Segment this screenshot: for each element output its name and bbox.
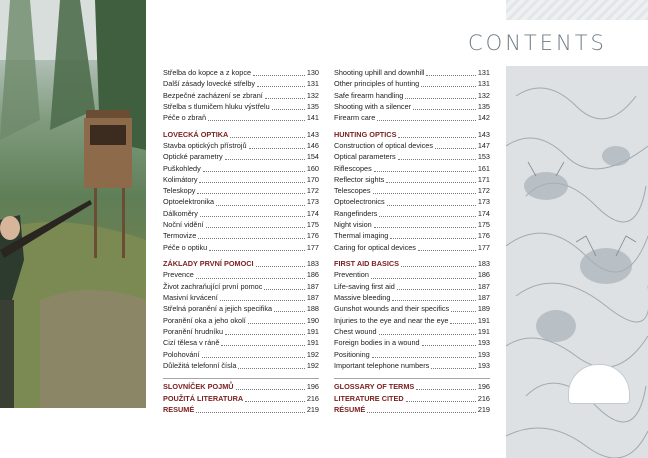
toc-entry[interactable] [334,242,490,253]
hunting-photo [0,0,146,408]
entry-title: Polohování [163,349,200,359]
entry-title: Masivní krvácení [163,293,218,303]
entry-page: 172 [477,186,490,196]
entry-title: Foreign bodies in a wound [334,338,420,348]
page-title: CONTENTS [468,31,607,55]
entry-page: 188 [306,304,319,314]
toc-chapter[interactable] [163,381,319,392]
toc-entry[interactable] [334,337,490,348]
toc-entry[interactable] [163,326,319,337]
entry-title: Poranění hrudníku [163,326,224,336]
entry-title: Bezpečné zacházení se zbraní [163,90,263,100]
entry-title: Cizí tělesa v ráně [163,338,220,348]
toc-entry[interactable] [163,349,319,360]
entry-title: Střelba s tlumičem hluku výstřelu [163,101,270,111]
entry-page: 170 [306,174,319,184]
chapter-title: SLOVNÍČEK POJMŮ [163,382,234,392]
entry-page: 186 [306,270,319,280]
entry-page: 175 [477,220,490,230]
entry-page: 177 [306,242,319,252]
entry-page: 191 [477,326,490,336]
entry-title: Noční vidění [163,220,204,230]
entry-page: 191 [477,315,490,325]
chapter-title: RÉSUMÉ [334,404,366,414]
entry-title: Péče o optiku [163,242,208,252]
en-group-2 [334,129,490,253]
toc-entry[interactable] [163,230,319,241]
toc-entry[interactable] [334,230,490,241]
entry-page: 187 [306,293,319,303]
toc-entry[interactable] [334,303,490,314]
entry-page: 216 [306,393,319,403]
ornament-strip [506,0,648,20]
en-group-4 [334,378,490,415]
toc-entry[interactable] [163,292,319,303]
entry-title: Telescopes [334,186,371,196]
entry-title: Dálkoměry [163,208,198,218]
toc-chapter[interactable] [334,393,490,404]
entry-title: Life-saving first aid [334,281,395,291]
en-group-1 [334,67,490,123]
entry-page: 192 [306,349,319,359]
entry-title: Důležitá telefonní čísla [163,360,237,370]
entry-title: Péče o zbraň [163,113,206,123]
entry-page: 175 [306,220,319,230]
entry-title: Prevence [163,270,194,280]
toc-chapter[interactable] [334,404,490,415]
toc-entry[interactable] [163,360,319,371]
entry-page: 186 [477,270,490,280]
entry-title: Important telephone numbers [334,360,430,370]
entry-page: 131 [477,68,490,77]
toc-entry[interactable] [163,112,319,123]
toc-entry[interactable] [334,292,490,303]
toc-entry[interactable] [163,269,319,280]
toc-entry[interactable] [334,269,490,280]
entry-page: 132 [306,90,319,100]
toc-entry[interactable] [334,101,490,112]
toc-czech [163,67,319,415]
entry-page: 143 [477,129,490,139]
toc-chapter[interactable] [334,258,490,269]
toc-entry[interactable] [334,140,490,151]
entry-title: Chest wound [334,326,377,336]
entry-page: 196 [477,382,490,392]
cz-group-1 [163,67,319,123]
toc-chapter[interactable] [334,129,490,140]
entry-page: 160 [306,163,319,173]
entry-title: Život zachraňující první pomoc [163,281,263,291]
entry-page: 191 [306,326,319,336]
entry-title: Riflescopes [334,163,372,173]
en-group-3 [334,258,490,371]
photo-illustration [0,0,146,408]
entry-page: 131 [306,79,319,89]
toc-entry[interactable] [334,349,490,360]
entry-page: 173 [477,197,490,207]
entry-title: Night vision [334,220,372,230]
entry-title: Další zásady lovecké střelby [163,79,256,89]
toc-entry[interactable] [163,78,319,89]
entry-page: 143 [306,129,319,139]
entry-title: Prevention [334,270,369,280]
toc-entry[interactable] [163,208,319,219]
entry-page: 193 [477,360,490,370]
entry-page: 173 [306,197,319,207]
toc-entry[interactable] [334,174,490,185]
toc-entry[interactable] [334,90,490,101]
entry-page: 193 [477,338,490,348]
entry-title: Other principles of hunting [334,79,420,89]
toc-entry[interactable] [334,281,490,292]
entry-page: 142 [477,113,490,123]
entry-title: Massive bleeding [334,293,391,303]
entry-page: 172 [306,186,319,196]
chapter-title: GLOSSARY OF TERMS [334,382,415,392]
toc-entry[interactable] [163,315,319,326]
entry-page: 141 [306,113,319,123]
entry-page: 147 [477,140,490,150]
entry-page: 174 [306,208,319,218]
entry-title: Thermal imaging [334,231,389,241]
toc-entry[interactable] [163,90,319,101]
entry-title: Shooting uphill and downhill [334,68,425,77]
entry-title: Injuries to the eye and near the eye [334,315,449,325]
entry-title: Střelba do kopce a z kopce [163,68,252,77]
entry-title: Optical parameters [334,152,396,162]
entry-page: 219 [306,404,319,414]
cz-group-4 [163,378,319,415]
toc-entry[interactable] [163,281,319,292]
toc-entry[interactable] [334,326,490,337]
toc-chapter[interactable] [163,129,319,140]
entry-page: 190 [306,315,319,325]
entry-page: 153 [477,152,490,162]
entry-page: 146 [306,140,319,150]
entry-page: 154 [306,152,319,162]
entry-page: 174 [477,208,490,218]
toc-entry[interactable] [334,219,490,230]
entry-title: Optoelektronika [163,197,215,207]
toc-entry[interactable] [334,208,490,219]
entry-page: 161 [477,163,490,173]
entry-page: 191 [306,338,319,348]
toc-entry[interactable] [163,67,319,78]
entry-title: Stavba optických přístrojů [163,140,247,150]
entry-page: 219 [477,404,490,414]
entry-title: Construction of optical devices [334,140,433,150]
entry-title: Optoelectronics [334,197,385,207]
entry-page: 171 [477,174,490,184]
entry-title: Caring for optical devices [334,242,416,252]
entry-page: 183 [306,259,319,269]
toc-chapter[interactable] [334,381,490,392]
entry-title: Firearm care [334,113,376,123]
toc-entry[interactable] [334,151,490,162]
entry-page: 196 [306,382,319,392]
toc-entry[interactable] [163,337,319,348]
entry-page: 187 [306,281,319,291]
chapter-title: LOVECKÁ OPTIKA [163,129,229,139]
entry-title: Optické parametry [163,152,223,162]
cz-group-3 [163,258,319,371]
entry-title: Puškohledy [163,163,201,173]
entry-page: 135 [477,101,490,111]
chapter-title: HUNTING OPTICS [334,129,397,139]
chapter-title: ZÁKLADY PRVNÍ POMOCI [163,259,254,269]
entry-title: Poranění oka a jeho okolí [163,315,246,325]
entry-title: Shooting with a silencer [334,101,412,111]
toc-entry[interactable] [163,140,319,151]
chapter-title: RESUMÉ [163,404,195,414]
toc-entry[interactable] [334,315,490,326]
entry-title: Rangefinders [334,208,378,218]
toc-entry[interactable] [334,112,490,123]
toc-entry[interactable] [163,196,319,207]
entry-page: 131 [477,79,490,89]
entry-page: 187 [477,281,490,291]
chapter-title: POUŽITÁ LITERATURA [163,393,244,403]
toc-entry[interactable] [163,163,319,174]
entry-title: Termovize [163,231,197,241]
entry-title: Safe firearm handling [334,90,404,100]
toc-chapter[interactable] [163,404,319,415]
entry-page: 189 [477,304,490,314]
toc-entry[interactable] [334,78,490,89]
toc-entry[interactable] [334,196,490,207]
toc-entry[interactable] [163,174,319,185]
entry-page: 177 [477,242,490,252]
entry-page: 187 [477,293,490,303]
chapter-title: FIRST AID BASICS [334,259,399,269]
toc-chapter[interactable] [163,258,319,269]
entry-page: 183 [477,259,490,269]
entry-title: Positioning [334,349,370,359]
entry-page: 135 [306,101,319,111]
entry-title: Střelná poranění a jejich specifika [163,304,273,314]
cz-group-2 [163,129,319,253]
entry-page: 216 [477,393,490,403]
toc-english [334,67,490,415]
entry-title: Teleskopy [163,186,196,196]
toc-entry[interactable] [334,360,490,371]
toc-entry[interactable] [163,303,319,314]
entry-title: Reflector sights [334,174,385,184]
entry-page: 130 [306,68,319,77]
toc-entry[interactable] [334,163,490,174]
entry-title: Gunshot wounds and their specifics [334,304,450,314]
chapter-title: LITERATURE CITED [334,393,404,403]
entry-page: 193 [477,349,490,359]
entry-page: 132 [477,90,490,100]
toc-entry[interactable] [163,151,319,162]
toc-entry[interactable] [163,242,319,253]
entry-page: 176 [306,231,319,241]
toc-entry[interactable] [163,219,319,230]
entry-page: 176 [477,231,490,241]
entry-page: 192 [306,360,319,370]
toc-entry[interactable] [163,185,319,196]
toc-entry[interactable] [334,67,490,78]
toc-entry[interactable] [334,185,490,196]
toc-entry[interactable] [163,101,319,112]
toc-chapter[interactable] [163,393,319,404]
entry-title: Kolimátory [163,174,198,184]
